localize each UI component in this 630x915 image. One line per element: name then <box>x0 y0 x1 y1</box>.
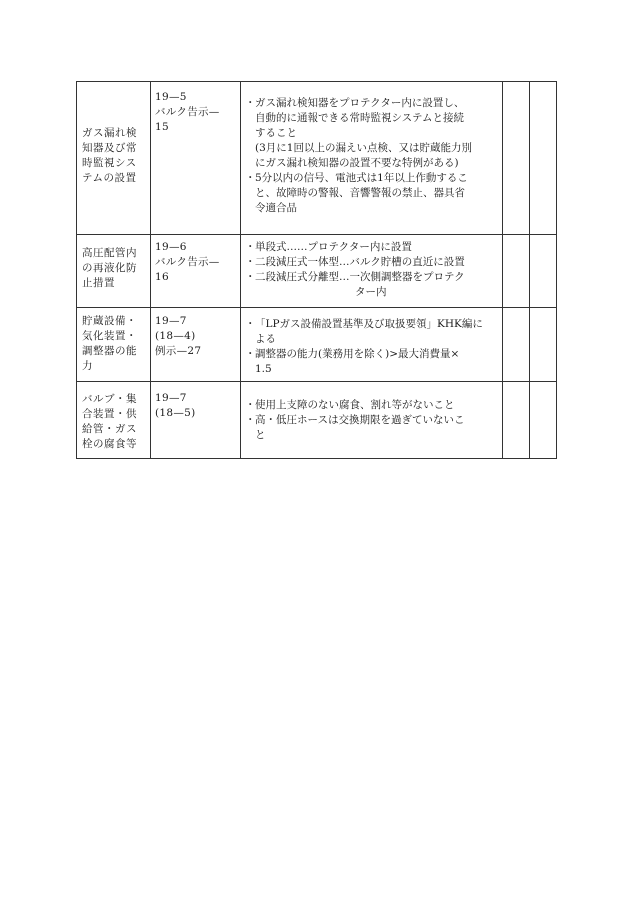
list-item: ・ 使用上支障のない腐食、割れ等がないこと <box>245 399 455 411</box>
item-cell <box>77 382 151 459</box>
check-cell <box>503 82 530 235</box>
reference-text: 19—5 バルク告示— 15 <box>155 91 220 133</box>
check-cell <box>530 308 557 382</box>
content-cell <box>241 235 503 308</box>
check-cell <box>503 308 530 382</box>
item-cell <box>77 82 151 235</box>
reference-text: 19—7 (18—4) 例示—27 <box>155 315 202 357</box>
table-row <box>77 308 557 382</box>
item-text: 高圧配管内の再液化防止措置 <box>82 247 137 289</box>
check-cell <box>503 382 530 459</box>
list-item: ・ 二段減圧式分離型…一次側調整器をプロテク <box>245 271 465 283</box>
list-item: ・ 「LPガス設備設置基準及び取扱要領」KHK編に よる <box>245 318 483 345</box>
check-cell <box>530 382 557 459</box>
list-item: ・ 5分以内の信号、電池式は1年以上作動するこ と、故障時の警報、音響警報の禁止、器具省 令適合品 <box>245 172 468 214</box>
item-text: ガス漏れ検知器及び常時監視システムの設置 <box>82 127 137 184</box>
table-row <box>77 382 557 459</box>
check-cell <box>530 235 557 308</box>
content-cell <box>241 82 503 235</box>
item-text: 貯蔵設備・気化装置・調整器の能力 <box>82 315 137 372</box>
note-text: (3月に1回以上の漏えい点検、又は貯蔵能力別 にガス漏れ検知器の設置不要な特例がある) <box>255 142 472 169</box>
list-item: ・ 二段減圧式一体型…バルク貯槽の直近に設置 <box>245 256 465 268</box>
list-item: ・ 単段式……プロテクター内に設置 <box>245 241 412 253</box>
item-text: バルブ・集合装置・供給管・ガス栓の腐食等 <box>82 393 137 450</box>
item-cell <box>77 235 151 308</box>
item-cell <box>77 308 151 382</box>
check-cell <box>530 82 557 235</box>
reference-cell <box>151 308 241 382</box>
reference-cell <box>151 82 241 235</box>
list-item: ・ ガス漏れ検知器をプロテクター内に設置し、 自動的に通報できる常時監視システムと接続 すること <box>245 97 465 139</box>
table-row <box>77 235 557 308</box>
check-cell <box>503 235 530 308</box>
content-cell <box>241 382 503 459</box>
continuation-text: ター内 <box>355 286 387 298</box>
list-item: ・ 高・低圧ホースは交換期限を過ぎていないこ と <box>245 414 465 441</box>
reference-text: 19—7 (18—5) <box>155 392 196 419</box>
reference-cell <box>151 382 241 459</box>
inspection-table <box>76 81 557 459</box>
reference-text: 19—6 バルク告示— 16 <box>155 241 220 283</box>
content-cell <box>241 308 503 382</box>
table-row <box>77 82 557 235</box>
list-item: ・ 調整器の能力(業務用を除く)>最大消費量× 1.5 <box>245 348 460 375</box>
reference-cell <box>151 235 241 308</box>
